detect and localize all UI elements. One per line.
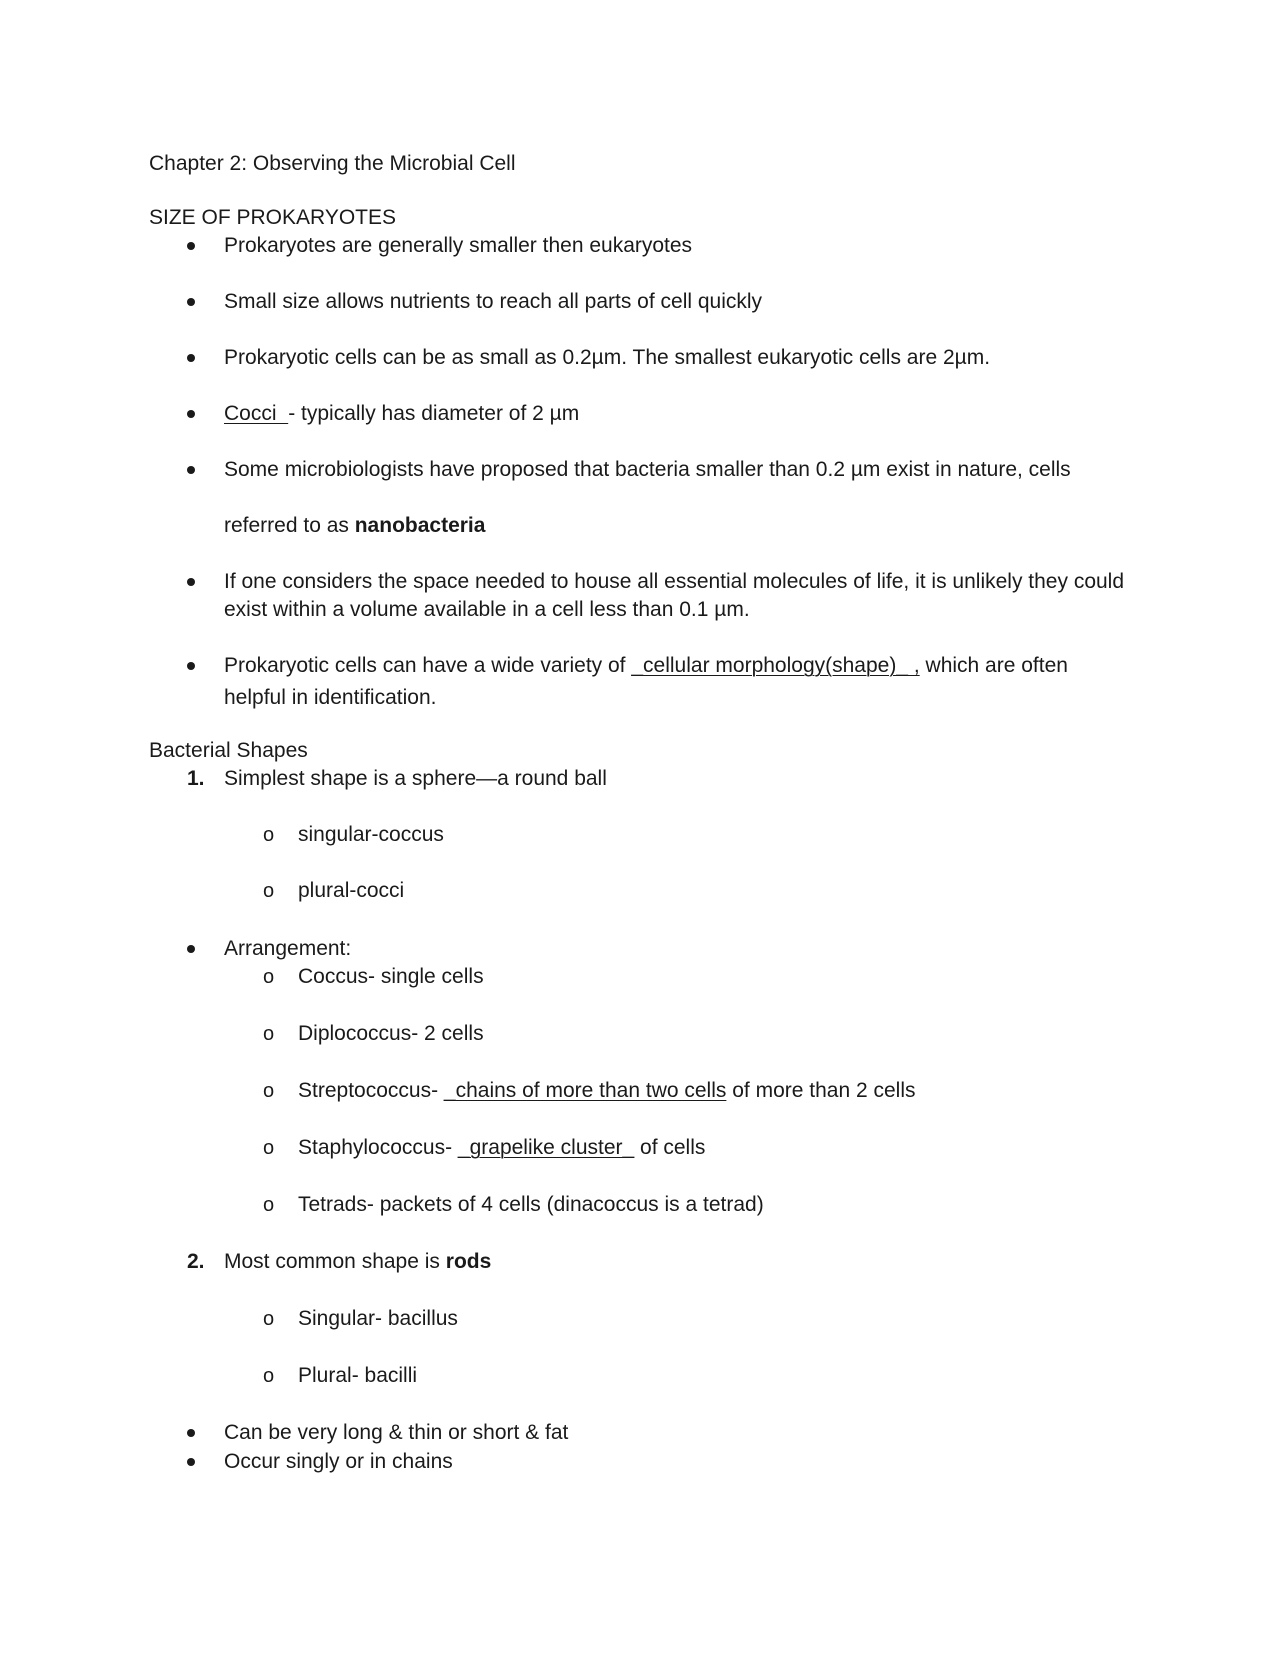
- list-item: Prokaryotes are generally smaller then eukaryotes: [224, 234, 693, 257]
- list-item-text: of more than 2 cells: [726, 1079, 916, 1102]
- fill-in-answer: Cocci: [224, 402, 289, 425]
- circle-bullet-icon: o: [263, 1365, 275, 1387]
- list-item-text: which are often: [919, 654, 1068, 677]
- circle-bullet-icon: o: [263, 880, 275, 902]
- list-item-text: Prokaryotic cells can have a wide variety of: [224, 654, 632, 677]
- list-item-text: Staphylococcus-: [298, 1136, 458, 1159]
- list-item: Arrangement:: [224, 937, 352, 960]
- circle-bullet-icon: o: [263, 1308, 275, 1330]
- bullet-icon: [187, 466, 195, 474]
- bold-term: nanobacteria: [354, 514, 486, 537]
- list-item: Simplest shape is a sphere—a round ball: [224, 767, 607, 790]
- bullet-icon: [187, 945, 195, 953]
- list-item: [224, 652, 1068, 680]
- list-item: [224, 1248, 491, 1276]
- section-heading-shapes: Bacterial Shapes: [149, 739, 308, 762]
- fill-in-answer: _grapelike cluster_: [457, 1136, 635, 1159]
- sub-list-item: Tetrads- packets of 4 cells (dinacoccus is a tetrad): [298, 1193, 764, 1216]
- sub-list-item: [298, 1134, 705, 1162]
- sub-list-item: singular-coccus: [298, 823, 444, 846]
- list-item: [224, 400, 579, 428]
- list-item-text: referred to as: [224, 514, 355, 537]
- section-heading-size: SIZE OF PROKARYOTES: [149, 206, 396, 229]
- circle-bullet-icon: o: [263, 1194, 275, 1216]
- bullet-icon: [187, 242, 195, 250]
- page-title: Chapter 2: Observing the Microbial Cell: [149, 152, 516, 175]
- list-item-continuation: [224, 512, 485, 540]
- circle-bullet-icon: o: [263, 1137, 275, 1159]
- bullet-icon: [187, 410, 195, 418]
- list-item-text: Streptococcus-: [298, 1079, 444, 1102]
- sub-list-item: Diplococcus- 2 cells: [298, 1022, 484, 1045]
- list-item: If one considers the space needed to house all essential molecules of life, it is unlikely they could: [224, 570, 1125, 593]
- bullet-icon: [187, 298, 195, 306]
- list-item-text: Most common shape is: [224, 1250, 446, 1273]
- list-item: Some microbiologists have proposed that bacteria smaller than 0.2 µm exist in nature, cells: [224, 458, 1071, 481]
- list-item: Can be very long & thin or short & fat: [224, 1421, 569, 1444]
- bold-term: rods: [445, 1250, 492, 1273]
- circle-bullet-icon: o: [263, 1080, 275, 1102]
- sub-list-item: Plural- bacilli: [298, 1364, 418, 1387]
- sub-list-item: [298, 1077, 915, 1105]
- list-item: Prokaryotic cells can be as small as 0.2µm. The smallest eukaryotic cells are 2µm.: [224, 346, 991, 369]
- bullet-icon: [187, 578, 195, 586]
- bullet-icon: [187, 354, 195, 362]
- list-number: 1.: [187, 767, 205, 790]
- circle-bullet-icon: o: [263, 824, 275, 846]
- circle-bullet-icon: o: [263, 1023, 275, 1045]
- list-item-text: - typically has diameter of 2 µm: [288, 402, 580, 425]
- sub-list-item: Singular- bacillus: [298, 1307, 458, 1330]
- bullet-icon: [187, 1458, 195, 1466]
- circle-bullet-icon: o: [263, 966, 275, 988]
- bullet-icon: [187, 662, 195, 670]
- sub-list-item: plural-cocci: [298, 879, 405, 902]
- fill-in-answer: _chains of more than two cells: [443, 1079, 727, 1102]
- fill-in-answer: _cellular morphology(shape)_ ,: [631, 654, 920, 677]
- list-item-text: of cells: [634, 1136, 706, 1159]
- list-item-continuation: helpful in identification.: [224, 686, 437, 709]
- bullet-icon: [187, 1429, 195, 1437]
- sub-list-item: Coccus- single cells: [298, 965, 484, 988]
- list-item: Small size allows nutrients to reach all parts of cell quickly: [224, 290, 763, 313]
- list-item: Occur singly or in chains: [224, 1450, 453, 1473]
- list-number: 2.: [187, 1250, 205, 1273]
- list-item-continuation: exist within a volume available in a cell less than 0.1 µm.: [224, 598, 750, 621]
